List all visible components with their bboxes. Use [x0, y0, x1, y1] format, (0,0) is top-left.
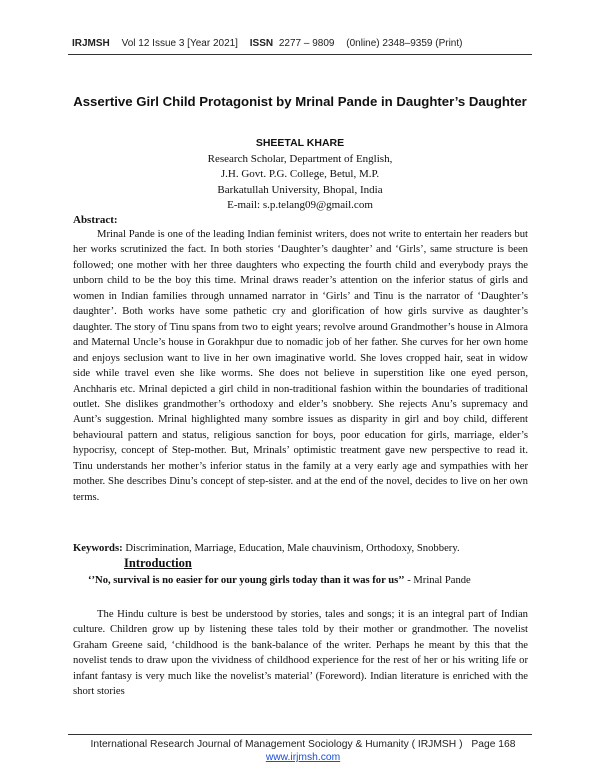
footer-divider	[68, 734, 532, 735]
footer-journal-name: International Research Journal of Management Sociology & Humanity ( IRJMSH )	[90, 739, 463, 750]
journal-website-link[interactable]: www.irjmsh.com	[265, 752, 341, 763]
paper-title: Assertive Girl Child Protagonist by Mrinal Pande in Daughter’s Daughter	[73, 94, 527, 109]
introduction-heading: Introduction	[124, 556, 192, 570]
author-name: SHEETAL KHARE	[255, 137, 345, 149]
keywords-label: Keywords:	[73, 543, 123, 554]
page-footer	[68, 738, 538, 764]
footer-line	[68, 738, 538, 751]
author-affiliation-department: Research Scholar, Department of English,	[207, 152, 393, 165]
author-affiliation-college: J.H. Govt. P.G. College, Betul, M.P.	[220, 168, 380, 180]
epigraph-quote: ‘’No, survival is no easier for our young girls today than it was for us’’	[88, 575, 405, 586]
issn-number: 2277 – 9809	[278, 38, 335, 49]
journal-abbrev: IRJMSH	[72, 38, 110, 49]
author-affiliation-university: Barkatullah University, Bhopal, India	[217, 183, 383, 196]
keywords-list: Discrimination, Marriage, Education, Male chauvinism, Orthodoxy, Snobbery.	[122, 543, 460, 554]
author-email: E-mail: s.p.telang09@gmail.com	[227, 199, 373, 211]
introduction-paragraph: The Hindu culture is best be understood by stories, tales and songs; it is an integral part of Indian culture. Children grow up by listening these tales told by their mother or grandmother. The novelist Graham Greene said, ‘childhood is the bank-balance of the writer. Perhaps he meant by this that the novelist tends to draw upon the vividness of childhood experience for the rest of her or his writing life or infant fantasy is very much like the novelist’s material’ (Foreword). Indian literature is enriched with the short stories	[73, 609, 528, 698]
header-divider	[68, 54, 532, 55]
keywords-line	[73, 543, 533, 554]
author-block	[100, 136, 500, 214]
page-number: Page 168	[471, 739, 516, 750]
abstract-heading: Abstract:	[73, 214, 118, 226]
journal-volume: Vol 12 Issue 3 [Year 2021]	[121, 38, 238, 49]
issn-label: ISSN	[249, 38, 274, 49]
epigraph	[88, 575, 471, 586]
epigraph-attribution: - Mrinal Pande	[404, 575, 471, 586]
journal-header	[72, 38, 528, 49]
abstract-text: Mrinal Pande is one of the leading Indian feminist writers, does not write to entertain her readers but her works scrutinized the fact. In both stories ‘Daughter’s daughter’ and ‘Girls’, same structure is been followed; one mother with her three daughters who expecting the fourth child and everybody prays the unborn child to be the boy this time. Mrinal draws reader’s attention on the inferior status of girls and women in Indian families through unnamed narrator in ‘Girls’ and Tinu is the narrator of ‘Daughter’s daughter’. Both works have some pathetic cry and glorification of how girls survive as daughter’s daughter. The story of Tinu spans from two to eight years; revolve around Grandmother’s house in Almora and Maternal Uncle’s house in Gorakhpur due to nomadic job of her father. She curves for her own home and enjoys seclusion want to live in her own imaginative world. She loves cropped hair, seat in widow side while travel even she like worms. She does not believe in superstition like one eyed person, Anchharis etc. Mrinal depicted a girl child in non-traditional fashion within the boundaries of traditional outlet. She dislikes grandmother’s orthodoxy and elder’s snobbery. She rejects Anu’s supremacy and Aunt’s suggestion. Mrinal highlighted many sombre issues as disparity in girl and boy child, different behavioural pattern and status, religious sanction for boys, poor education for girls, marriage, elder’s hypocrisy, concept of Step-mother. But, Mrinals’ optimistic treatment gave new perspective to read it. Tinu understands her mother’s inferior status in the family at a very early age and sympathies with her mother. She describes Dinu’s concept of step-sister. and at the end of the novel, decides to live on her own terms.	[73, 229, 528, 503]
online-issn: (0nline) 2348–9359 (Print)	[346, 38, 463, 49]
